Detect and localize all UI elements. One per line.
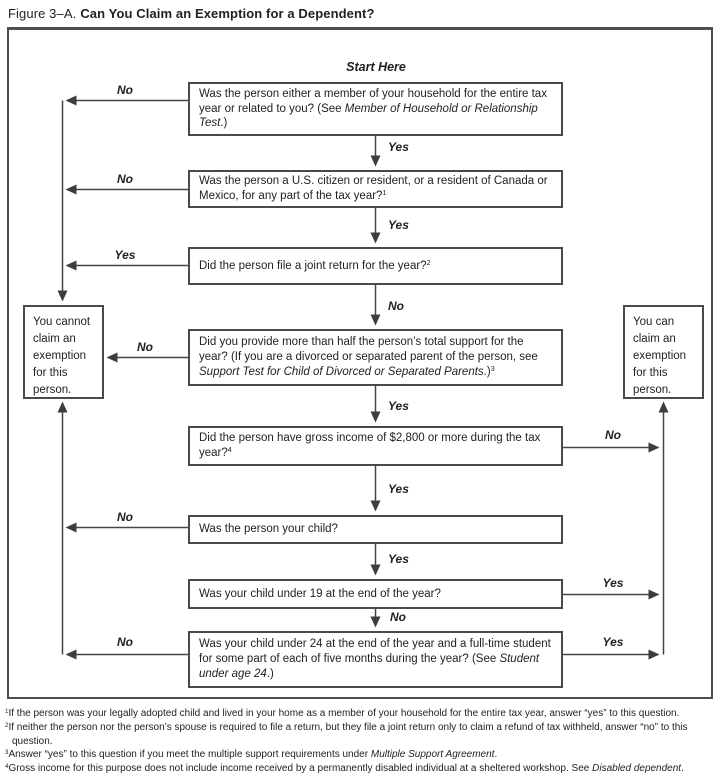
edge-label-q4-yes: Yes (388, 399, 409, 413)
edge-label-q4-no: No (137, 340, 153, 354)
outcome-can-claim: You can claim an exemption for this person. (623, 305, 704, 399)
question-text: Was your child under 24 at the end of the year and a full-time student for some part of each of five months during the year? (See Student under age 24.) (199, 638, 551, 680)
footnote-1 (5, 707, 719, 721)
footnote-4 (5, 762, 719, 776)
edge-label-q7-yes: Yes (602, 576, 624, 590)
question-under-24-student (188, 631, 563, 688)
question-text: Was your child under 19 at the end of the year? (199, 587, 441, 600)
question-half-support (188, 329, 563, 386)
footnote-marker: 2 (5, 721, 9, 729)
footnote-marker: 1 (5, 707, 9, 715)
figure-number-label: Figure 3–A. (8, 6, 77, 21)
question-your-child (188, 515, 563, 544)
edge-label-q1-no: No (117, 83, 133, 97)
question-citizen-or-resident (188, 170, 563, 208)
footnotes (5, 707, 719, 776)
start-here-label: Start Here (346, 60, 406, 74)
edge-label-q5-yes: Yes (388, 482, 409, 496)
question-text: Was the person either a member of your household for the entire tax year or related to you? (See Member of Household or Relationship Test.) (199, 87, 547, 130)
question-text: Did you provide more than half the person’s total support for the year? (If you are a divorced or separated parent of the person, see Support Test for Child of Divorced or Separated Parents.)$^3$ (199, 336, 538, 378)
edge-label-q7-no: No (390, 610, 406, 624)
footnote-text: Answer “yes” to this question if you meet the multiple support requirements under Multiple Support Agreement. (8, 749, 498, 761)
footnote-2 (5, 721, 719, 749)
outcome-cannot-claim: You cannot claim an exemption for this person. (23, 305, 104, 399)
footnote-text: If the person was your legally adopted child and lived in your home as a member of your household for the entire tax year, answer “yes” to this question. (8, 708, 680, 719)
edge-label-q8-yes: Yes (602, 635, 624, 649)
question-text: Did the person have gross income of $2,800 or more during the tax year?$^4$ (199, 432, 541, 459)
footnote-text: Gross income for this purpose does not include income received by a permanently disabled individual at a sheltered workshop. See Disabled dependent. (8, 763, 684, 775)
edge-label-q6-no: No (117, 510, 133, 524)
figure-heading: Can You Claim an Exemption for a Dependent? (80, 6, 375, 21)
edge-label-q5-no: No (605, 428, 621, 442)
question-text: Was the person a U.S. citizen or resident, or a resident of Canada or Mexico, for any part of the tax year?$^1$ (199, 175, 548, 202)
question-gross-income (188, 426, 563, 466)
edge-label-q3-no: No (388, 299, 404, 313)
footnote-text: If neither the person nor the person’s spouse is required to file a return, but they file a joint return only to claim a refund of tax withheld, answer “no” to this question. (8, 721, 688, 747)
question-household-or-related (188, 82, 563, 136)
edge-label-q1-yes: Yes (388, 140, 409, 154)
edge-label-q2-no: No (117, 172, 133, 186)
figure-title (8, 6, 375, 21)
edge-label-q2-yes: Yes (388, 218, 409, 232)
question-text: Did the person file a joint return for the year?$^2$ (199, 258, 431, 272)
question-joint-return (188, 247, 563, 285)
footnote-3 (5, 748, 719, 762)
question-text: Was the person your child? (199, 523, 338, 536)
edge-label-q8-no: No (117, 635, 133, 649)
edge-label-q6-yes: Yes (388, 552, 409, 566)
edge-label-q3-yes: Yes (114, 248, 136, 262)
question-under-19 (188, 579, 563, 609)
footnote-marker: 4 (5, 763, 9, 771)
footnote-marker: 3 (5, 749, 9, 757)
